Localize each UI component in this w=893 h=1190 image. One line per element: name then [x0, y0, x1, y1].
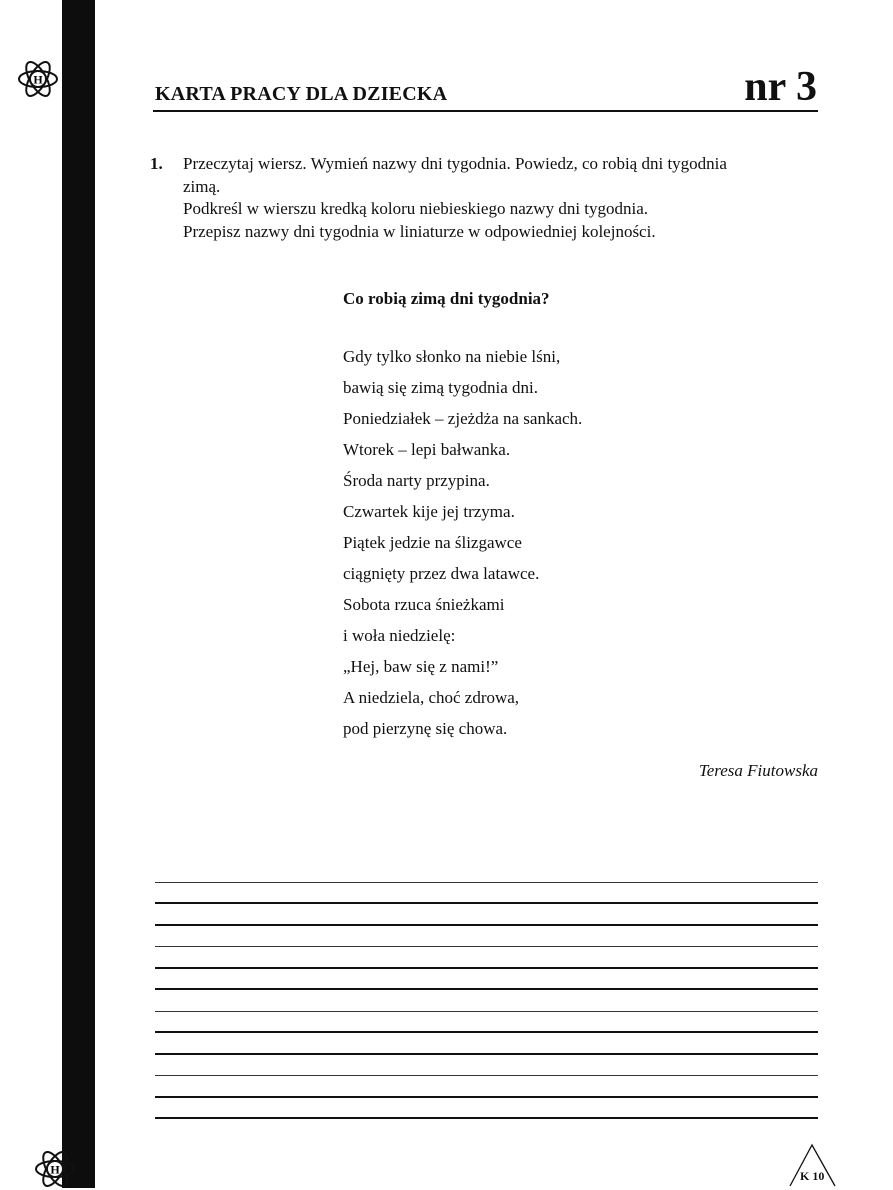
worksheet-title: KARTA PRACY DLA DZIECKA	[155, 83, 448, 105]
task-line: Przeczytaj wiersz. Wymień nazwy dni tygodnia. Powiedz, co robią dni tygodnia	[183, 154, 727, 173]
atom-logo-icon	[17, 58, 59, 100]
logo-letter: H	[50, 1162, 60, 1177]
writing-line	[155, 904, 818, 926]
writing-line	[155, 883, 818, 905]
task-line: Przepisz nazwy dni tygodnia w liniaturze w odpowiedniej kolejności.	[183, 221, 656, 241]
poem-line: Poniedziałek – zjeżdża na sankach.	[343, 409, 583, 428]
writing-line	[155, 926, 818, 948]
poem-line: Piątek jedzie na ślizgawce	[343, 533, 522, 552]
worksheet-number: nr 3	[744, 64, 817, 110]
poem-line: ciągnięty przez dwa latawce.	[343, 564, 540, 583]
task-number: 1.	[150, 154, 163, 173]
task-instructions	[150, 153, 820, 243]
writing-line	[155, 861, 818, 883]
task-line: Podkreśl w wierszu kredką koloru niebieskiego nazwy dni tygodnia.	[183, 199, 649, 218]
atom-logo-icon	[34, 1148, 76, 1190]
poem-line: Czwartek kije jej trzyma.	[343, 502, 515, 521]
page-code: K 10	[800, 1169, 825, 1183]
binding-spine-bar	[62, 0, 95, 1188]
poem-line: i woła niedzielę:	[343, 626, 456, 645]
poem-line: Gdy tylko słonko na niebie lśni,	[343, 347, 561, 366]
poem-line: bawią się zimą tygodnia dni.	[343, 378, 538, 397]
writing-line	[155, 1055, 818, 1077]
writing-line	[155, 1033, 818, 1055]
writing-line	[155, 947, 818, 969]
poem-line: Wtorek – lepi bałwanka.	[343, 440, 511, 459]
task-line: zimą.	[183, 176, 221, 196]
poem-line: Sobota rzuca śnieżkami	[343, 595, 505, 614]
poem-line: „Hej, baw się z nami!”	[343, 657, 499, 676]
logo-letter: H	[33, 72, 43, 87]
writing-line	[155, 1012, 818, 1034]
poem-line: Środa narty przypina.	[343, 471, 490, 490]
handwriting-ruling[interactable]	[155, 861, 818, 1119]
header-divider	[153, 110, 818, 112]
poem-line: A niedziela, choć zdrowa,	[343, 688, 520, 707]
poem-line: pod pierzynę się chowa.	[343, 719, 508, 738]
writing-line	[155, 1076, 818, 1098]
poem-title: Co robią zimą dni tygodnia?	[343, 289, 550, 308]
writing-line	[155, 1098, 818, 1120]
poem-body	[343, 341, 582, 744]
writing-line	[155, 990, 818, 1012]
writing-line	[155, 969, 818, 991]
poem-author: Teresa Fiutowska	[698, 761, 818, 780]
